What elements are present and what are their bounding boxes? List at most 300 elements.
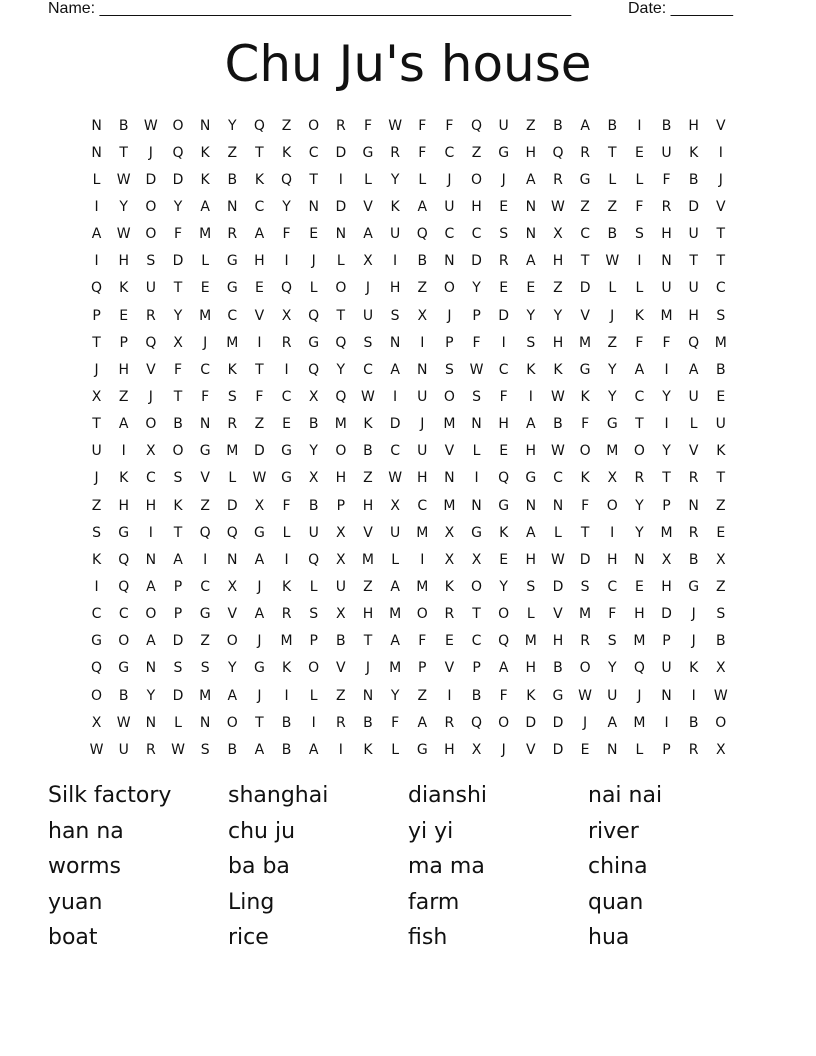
grid-letter: I xyxy=(338,171,343,188)
grid-letter: Y xyxy=(662,443,671,460)
grid-letter: X xyxy=(227,578,238,595)
grid-letter: M xyxy=(280,633,293,650)
grid-letter: U xyxy=(118,741,129,758)
grid-letter: N xyxy=(199,416,211,433)
grid-letter: F xyxy=(581,497,590,514)
grid-letter: F xyxy=(499,687,508,704)
grid-letter: O xyxy=(172,117,184,134)
grid-letter: M xyxy=(334,416,347,433)
grid-letter: B xyxy=(716,361,726,378)
grid-letter: V xyxy=(363,524,373,541)
grid-letter: B xyxy=(688,714,699,731)
grid-letter: V xyxy=(688,443,699,460)
grid-letter: Z xyxy=(336,687,346,704)
grid-letter: R xyxy=(335,714,346,731)
grid-letter: N xyxy=(199,714,211,731)
grid-letter: H xyxy=(661,226,672,243)
grid-letter: J xyxy=(365,280,371,297)
grid-letter: L xyxy=(282,524,291,541)
grid-letter: L xyxy=(472,443,481,460)
grid-letter: D xyxy=(335,198,347,215)
grid-letter: T xyxy=(173,280,183,297)
grid-letter: L xyxy=(635,280,644,297)
grid-letter: M xyxy=(226,334,239,351)
grid-letter: B xyxy=(417,253,428,270)
grid-letter: A xyxy=(390,361,400,378)
grid-letter: C xyxy=(607,578,618,595)
grid-letter: U xyxy=(145,280,156,297)
grid-letter: L xyxy=(526,606,535,623)
grid-letter: T xyxy=(119,144,128,161)
grid-letter: N xyxy=(471,497,482,514)
header xyxy=(48,0,748,22)
grid-letter: A xyxy=(526,171,536,188)
grid-letter: I xyxy=(393,388,398,405)
grid-letter: R xyxy=(145,741,156,758)
grid-letter: C xyxy=(281,388,292,405)
grid-letter: K xyxy=(444,578,454,595)
grid-letter: U xyxy=(607,687,618,704)
grid-letter: Q xyxy=(91,280,103,297)
grid-row xyxy=(83,682,734,709)
grid-letter: K xyxy=(363,416,373,433)
grid-letter: T xyxy=(92,416,101,433)
grid-letter: I xyxy=(637,117,642,134)
grid-letter: J xyxy=(691,606,696,623)
grid-letter: I xyxy=(94,198,99,215)
grid-letter: B xyxy=(118,687,129,704)
grid-letter: P xyxy=(309,633,318,650)
grid-letter: C xyxy=(417,497,428,514)
grid-letter: B xyxy=(716,633,726,650)
grid-row xyxy=(83,329,734,356)
grid-letter: J xyxy=(257,578,262,595)
grid-letter: R xyxy=(498,253,509,270)
grid-letter: W xyxy=(89,741,104,758)
grid-letter: U xyxy=(362,307,374,324)
grid-letter: T xyxy=(92,334,101,351)
grid-letter: M xyxy=(416,524,429,541)
grid-letter: D xyxy=(172,633,184,650)
grid-letter: N xyxy=(634,551,645,568)
grid-letter: C xyxy=(91,606,102,623)
grid-letter: X xyxy=(308,388,319,405)
grid-letter: X xyxy=(471,551,482,568)
grid-letter: X xyxy=(281,307,292,324)
grid-letter: T xyxy=(716,470,726,487)
grid-letter: D xyxy=(552,741,564,758)
grid-letter: A xyxy=(634,361,645,378)
grid-letter: P xyxy=(173,578,183,595)
grid-letter: R xyxy=(688,524,699,541)
grid-letter: W xyxy=(171,741,185,758)
grid-letter: Y xyxy=(553,307,563,324)
grid-letter: Y xyxy=(635,524,644,541)
grid-letter: Z xyxy=(200,633,210,650)
grid-letter: V xyxy=(526,741,536,758)
grid-letter: B xyxy=(553,660,563,677)
grid-letter: Q xyxy=(281,280,293,297)
grid-letter: W xyxy=(388,117,403,134)
grid-letter: M xyxy=(633,714,646,731)
grid-letter: Y xyxy=(282,198,291,215)
grid-letter: N xyxy=(525,497,537,514)
grid-letter: E xyxy=(282,416,291,433)
grid-letter: G xyxy=(525,470,537,487)
grid-letter: Z xyxy=(363,578,373,595)
grid-letter: E xyxy=(499,443,509,460)
grid-letter: U xyxy=(335,578,346,595)
grid-letter: R xyxy=(444,606,455,623)
grid-row xyxy=(83,465,734,492)
grid-letter: M xyxy=(199,687,212,704)
grid-letter: H xyxy=(145,497,157,514)
grid-letter: K xyxy=(281,660,292,677)
grid-letter: D xyxy=(254,443,265,460)
grid-letter: B xyxy=(363,443,373,460)
grid-letter: I xyxy=(664,416,669,433)
grid-letter: S xyxy=(173,470,183,487)
grid-letter: M xyxy=(226,443,239,460)
grid-letter: V xyxy=(227,606,238,623)
grid-letter: A xyxy=(254,226,265,243)
grid-letter: N xyxy=(525,198,537,215)
grid-row xyxy=(83,655,734,682)
grid-letter: A xyxy=(526,524,536,541)
grid-letter: A xyxy=(688,361,699,378)
grid-letter: J xyxy=(420,416,425,433)
grid-letter: D xyxy=(335,144,347,161)
grid-letter: B xyxy=(227,171,238,188)
grid-letter: H xyxy=(362,497,374,514)
grid-letter: A xyxy=(118,416,129,433)
grid-letter: H xyxy=(335,470,347,487)
grid-letter: K xyxy=(390,198,400,215)
grid-row xyxy=(83,736,734,763)
grid-letter: U xyxy=(308,524,319,541)
word-list-item: boat xyxy=(48,925,98,950)
grid-letter: E xyxy=(499,551,509,568)
grid-letter: K xyxy=(499,524,509,541)
grid-letter: C xyxy=(390,443,400,460)
grid-letter: H xyxy=(552,633,564,650)
grid-letter: R xyxy=(688,741,699,758)
grid-letter: J xyxy=(691,633,696,650)
grid-letter: I xyxy=(257,334,262,351)
grid-letter: U xyxy=(417,388,428,405)
grid-letter: X xyxy=(336,524,346,541)
grid-letter: I xyxy=(121,443,126,460)
grid-letter: H xyxy=(552,334,564,351)
grid-letter: X xyxy=(173,334,183,351)
grid-letter: G xyxy=(118,660,130,677)
grid-letter: R xyxy=(335,117,346,134)
grid-letter: W xyxy=(143,117,158,134)
word-list-item: han na xyxy=(48,818,124,844)
grid-letter: F xyxy=(282,497,291,514)
grid-letter: N xyxy=(227,551,238,568)
grid-letter: I xyxy=(528,388,533,405)
grid-letter: Y xyxy=(173,198,183,215)
grid-letter: E xyxy=(444,633,454,650)
grid-letter: S xyxy=(444,361,454,378)
grid-letter: W xyxy=(388,470,403,487)
grid-letter: O xyxy=(145,416,157,433)
grid-letter: H xyxy=(118,253,129,270)
grid-row xyxy=(83,139,734,166)
grid-letter: O xyxy=(579,660,591,677)
grid-letter: E xyxy=(580,741,590,758)
grid-letter: O xyxy=(145,606,157,623)
grid-letter: Y xyxy=(607,388,617,405)
grid-letter: I xyxy=(94,253,99,270)
grid-letter: J xyxy=(94,470,99,487)
grid-letter: M xyxy=(633,633,646,650)
grid-letter: L xyxy=(554,524,562,541)
grid-letter: T xyxy=(716,253,726,270)
grid-letter: R xyxy=(227,416,238,433)
grid-letter: Q xyxy=(471,117,483,134)
grid-letter: T xyxy=(255,144,264,161)
grid-letter: Q xyxy=(308,361,320,378)
grid-letter: J xyxy=(257,633,262,650)
grid-letter: U xyxy=(688,226,699,243)
name-field-label: Name: _____________________________________________________ xyxy=(48,0,572,17)
page-title: Chu Ju's house xyxy=(224,35,592,93)
grid-letter: O xyxy=(172,443,184,460)
grid-letter: D xyxy=(525,714,537,731)
grid-letter: V xyxy=(336,660,346,677)
grid-letter: I xyxy=(284,687,289,704)
grid-letter: A xyxy=(363,226,373,243)
grid-letter: H xyxy=(118,361,129,378)
grid-letter: A xyxy=(308,741,319,758)
grid-letter: X xyxy=(716,551,726,568)
grid-letter: J xyxy=(311,253,316,270)
grid-letter: V xyxy=(716,117,726,134)
grid-letter: G xyxy=(226,280,238,297)
grid-letter: Y xyxy=(499,578,508,595)
grid-letter: T xyxy=(363,633,373,650)
grid-letter: K xyxy=(91,551,102,568)
grid-letter: A xyxy=(146,633,156,650)
grid-letter: O xyxy=(579,443,591,460)
word-list-item: farm xyxy=(408,889,460,915)
grid-letter: N xyxy=(362,687,374,704)
grid-letter: J xyxy=(148,388,153,405)
grid-letter: H xyxy=(471,198,482,215)
grid-letter: W xyxy=(605,253,620,270)
grid-letter: L xyxy=(689,416,698,433)
grid-letter: P xyxy=(418,660,427,677)
grid-letter: D xyxy=(172,687,184,704)
grid-letter: G xyxy=(253,660,265,677)
grid-letter: L xyxy=(391,741,400,758)
grid-letter: S xyxy=(716,606,726,623)
grid-letter: N xyxy=(525,226,537,243)
grid-letter: S xyxy=(200,741,210,758)
grid-letter: Y xyxy=(390,171,400,188)
grid-letter: F xyxy=(418,117,427,134)
grid-letter: A xyxy=(254,606,265,623)
grid-letter: Q xyxy=(308,307,320,324)
grid-letter: D xyxy=(172,171,184,188)
grid-letter: Q xyxy=(335,334,347,351)
grid-letter: W xyxy=(252,470,267,487)
grid-letter: I xyxy=(501,334,506,351)
grid-letter: Y xyxy=(607,361,617,378)
word-list-item: dianshi xyxy=(408,783,488,808)
grid-letter: G xyxy=(498,497,510,514)
grid-letter: G xyxy=(118,524,130,541)
word-list-item: shanghai xyxy=(228,783,329,808)
grid-letter: M xyxy=(199,307,212,324)
grid-letter: L xyxy=(309,280,318,297)
grid-letter: G xyxy=(579,361,591,378)
word-list xyxy=(48,778,768,956)
grid-letter: O xyxy=(498,606,510,623)
grid-letter: L xyxy=(92,171,101,188)
grid-letter: F xyxy=(662,171,671,188)
grid-letter: O xyxy=(471,578,483,595)
grid-letter: Y xyxy=(662,388,671,405)
grid-letter: K xyxy=(716,443,726,460)
grid-row xyxy=(83,546,734,573)
grid-letter: N xyxy=(199,117,211,134)
grid-letter: Q xyxy=(281,171,293,188)
grid-letter: R xyxy=(634,470,645,487)
grid-letter: B xyxy=(308,497,319,514)
grid-letter: W xyxy=(116,226,131,243)
grid-letter: Y xyxy=(146,687,156,704)
grid-letter: U xyxy=(661,144,672,161)
grid-letter: M xyxy=(443,416,456,433)
grid-letter: I xyxy=(420,551,425,568)
grid-letter: N xyxy=(91,144,102,161)
grid-letter: U xyxy=(498,117,509,134)
grid-letter: T xyxy=(173,524,183,541)
grid-letter: W xyxy=(713,687,728,704)
grid-letter: H xyxy=(362,606,374,623)
grid-letter: U xyxy=(688,388,699,405)
grid-letter: C xyxy=(363,361,373,378)
grid-letter: Q xyxy=(172,144,184,161)
grid-letter: I xyxy=(284,361,289,378)
grid-letter: N xyxy=(471,416,482,433)
grid-letter: J xyxy=(501,741,506,758)
grid-letter: B xyxy=(173,416,183,433)
grid-letter: R xyxy=(553,171,563,188)
word-list-item: river xyxy=(588,818,639,844)
grid-letter: C xyxy=(254,198,265,215)
grid-letter: S xyxy=(390,307,400,324)
grid-letter: A xyxy=(498,660,509,677)
grid-letter: E xyxy=(254,280,264,297)
grid-letter: F xyxy=(472,334,481,351)
grid-letter: E xyxy=(716,388,726,405)
grid-letter: I xyxy=(420,334,425,351)
grid-letter: G xyxy=(226,253,238,270)
grid-letter: R xyxy=(661,198,672,215)
grid-letter: G xyxy=(308,334,320,351)
word-list-item: ma ma xyxy=(408,854,485,879)
grid-letter: K xyxy=(580,388,590,405)
grid-letter: K xyxy=(173,497,183,514)
grid-letter: M xyxy=(714,334,727,351)
grid-row xyxy=(83,112,734,139)
grid-letter: U xyxy=(661,660,672,677)
grid-letter: J xyxy=(447,307,452,324)
grid-letter: L xyxy=(174,714,182,731)
grid-letter: H xyxy=(552,253,564,270)
grid-letter: K xyxy=(281,144,292,161)
grid-letter: Q xyxy=(308,551,320,568)
grid-letter: M xyxy=(524,633,537,650)
grid-letter: O xyxy=(308,117,320,134)
grid-letter: N xyxy=(91,117,102,134)
grid-letter: X xyxy=(553,226,563,243)
grid-letter: J xyxy=(365,660,371,677)
word-list-item: quan xyxy=(588,889,644,915)
grid-letter: K xyxy=(689,144,699,161)
grid-letter: X xyxy=(661,551,672,568)
grid-letter: V xyxy=(254,307,265,324)
grid-letter: P xyxy=(445,334,454,351)
grid-letter: C xyxy=(553,470,563,487)
grid-letter: O xyxy=(335,443,347,460)
grid-row xyxy=(83,166,734,193)
grid-letter: S xyxy=(499,226,509,243)
grid-letter: K xyxy=(200,171,210,188)
grid-letter: E xyxy=(499,198,509,215)
grid-letter: F xyxy=(282,226,291,243)
grid-letter: P xyxy=(472,307,481,324)
grid-letter: P xyxy=(336,497,346,514)
grid-letter: F xyxy=(499,388,508,405)
grid-letter: Y xyxy=(635,497,644,514)
grid-letter: K xyxy=(119,470,129,487)
grid-letter: H xyxy=(525,443,537,460)
grid-letter: S xyxy=(363,334,373,351)
grid-letter: A xyxy=(227,687,238,704)
grid-letter: O xyxy=(145,198,157,215)
grid-letter: H xyxy=(498,416,509,433)
grid-letter: E xyxy=(200,280,210,297)
grid-letter: F xyxy=(363,117,372,134)
word-list-item: worms xyxy=(48,854,122,879)
grid-letter: L xyxy=(635,741,644,758)
grid-letter: U xyxy=(715,416,726,433)
grid-letter: B xyxy=(553,117,563,134)
word-list-item: rice xyxy=(228,925,269,950)
grid-letter: I xyxy=(148,524,153,541)
grid-letter: I xyxy=(393,253,398,270)
grid-letter: F xyxy=(635,334,644,351)
grid-letter: X xyxy=(444,551,455,568)
grid-letter: X xyxy=(146,443,156,460)
grid-letter: Z xyxy=(227,144,238,161)
grid-letter: K xyxy=(227,361,237,378)
grid-letter: P xyxy=(472,660,481,677)
grid-letter: K xyxy=(254,171,264,188)
grid-letter: P xyxy=(92,307,101,324)
grid-letter: C xyxy=(200,361,211,378)
grid-letter: H xyxy=(118,497,129,514)
grid-letter: A xyxy=(173,551,183,568)
grid-letter: W xyxy=(551,198,565,215)
grid-letter: E xyxy=(499,280,509,297)
grid-letter: C xyxy=(118,606,129,623)
